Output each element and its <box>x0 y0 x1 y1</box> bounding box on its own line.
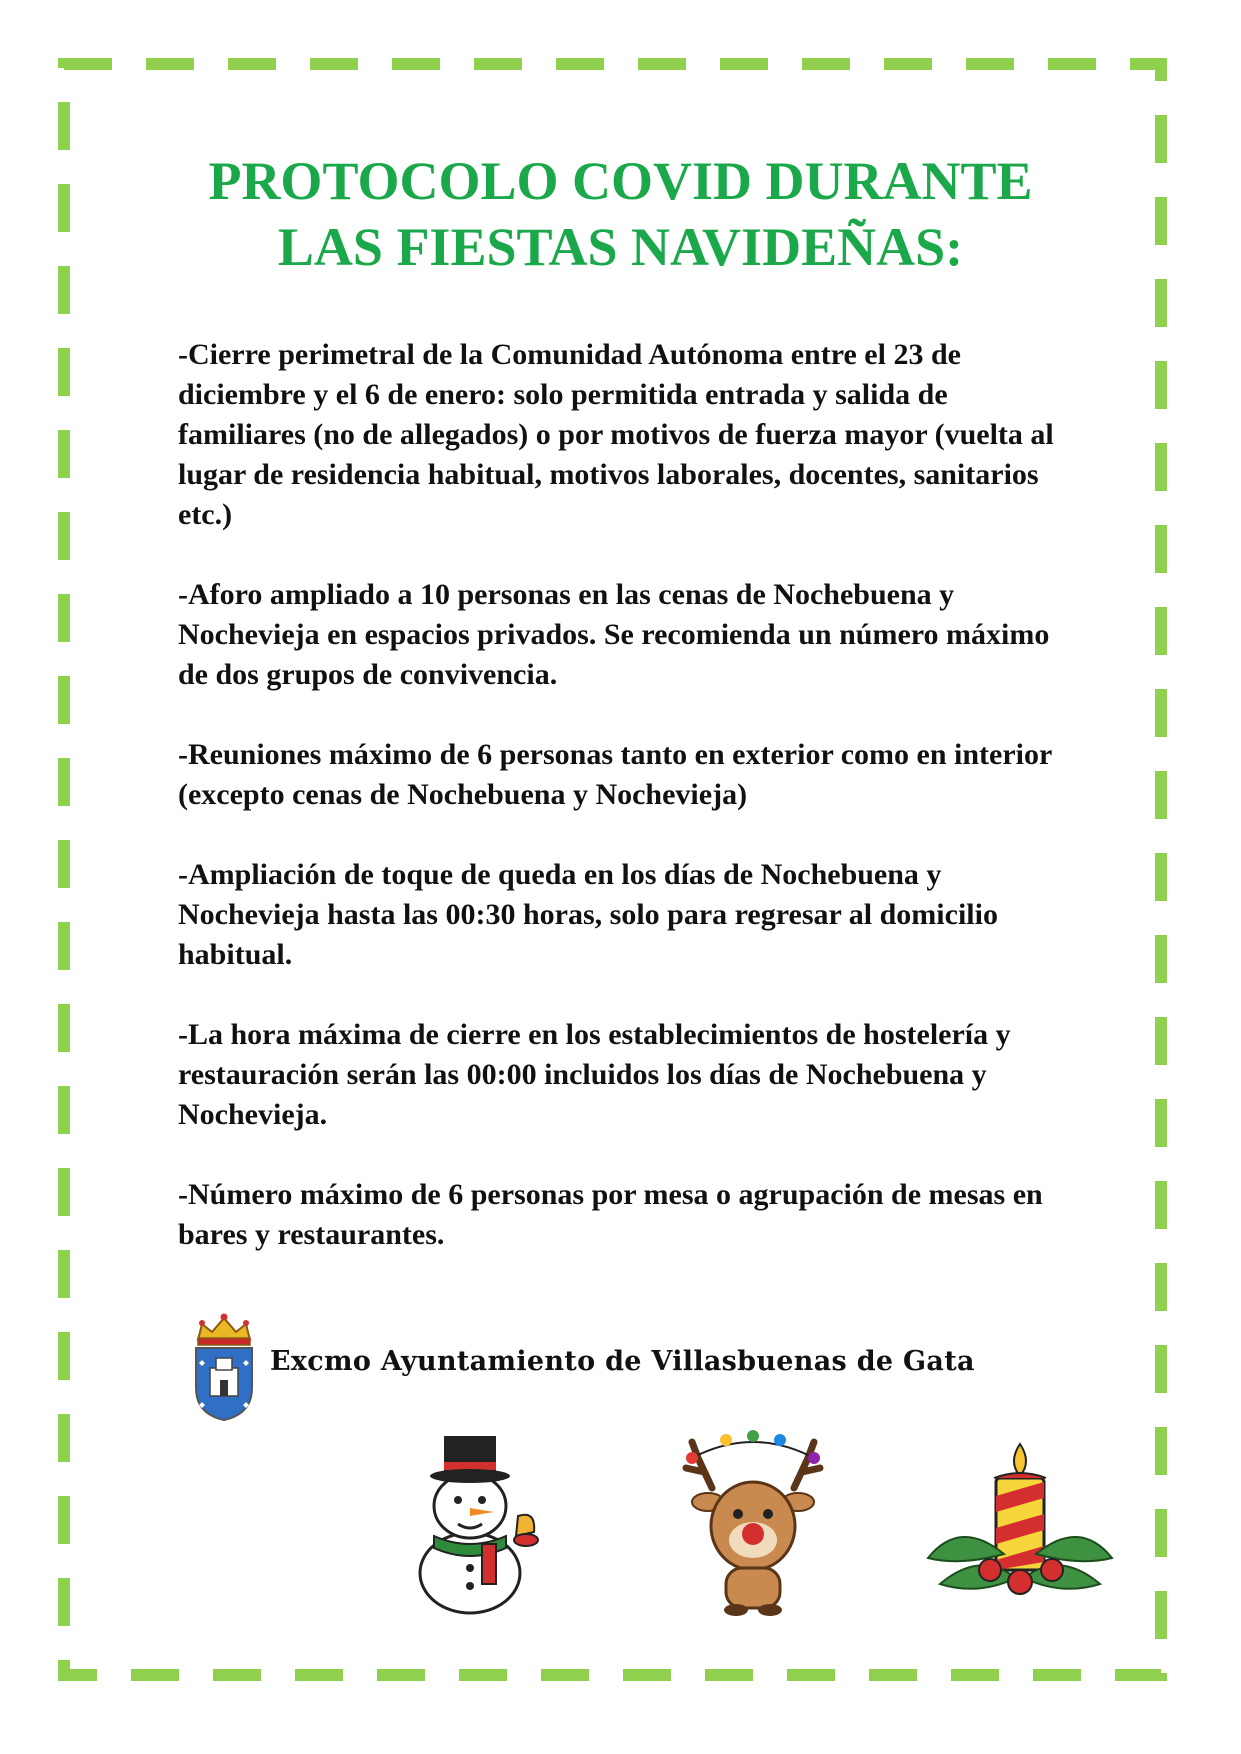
measure-paragraph: -Reuniones máximo de 6 personas tanto en exterior como en interior (excepto cenas de Nochebuena y Nochevieja) <box>178 738 1052 811</box>
measure-paragraph: -Cierre perimetral de la Comunidad Autónoma entre el 23 de diciembre y el 6 de enero: solo permitida entrada y salida de familiares (no de allegados) o por motivos de fuerza mayor (vuelta al lugar de residencia habitual, motivos laborales, docentes, sanitarios etc.) <box>178 338 1054 531</box>
measure-paragraph: -La hora máxima de cierre en los establecimientos de hostelería y restauración serán las 00:00 incluidos los días de Nochebuena y Nochevieja. <box>178 1018 1011 1131</box>
measure-paragraph: -Aforo ampliado a 10 personas en las cenas de Nochebuena y Nochevieja en espacios privados. Se recomienda un número máximo de dos grupos de convivencia. <box>178 578 1050 691</box>
measure-paragraph: -Ampliación de toque de queda en los días de Nochebuena y Nochevieja hasta las 00:30 horas, solo para regresar al domicilio habitual. <box>178 858 998 971</box>
title-line-2: LAS FIESTAS NAVIDEÑAS: <box>277 217 964 277</box>
reindeer-icon <box>678 1428 828 1618</box>
organization-name: Excmo Ayuntamiento de Villasbuenas de Gata <box>270 1346 975 1377</box>
measures-list <box>178 335 1058 1295</box>
measure-paragraph: -Número máximo de 6 personas por mesa o agrupación de mesas en bares y restaurantes. <box>178 1178 1043 1251</box>
page-title <box>100 148 1141 280</box>
title-line-1: PROTOCOLO COVID DURANTE <box>208 151 1033 211</box>
coat-of-arms-icon <box>188 1310 260 1422</box>
footer <box>178 1310 1058 1430</box>
candle-icon <box>920 1438 1120 1608</box>
snowman-icon <box>408 1428 558 1618</box>
